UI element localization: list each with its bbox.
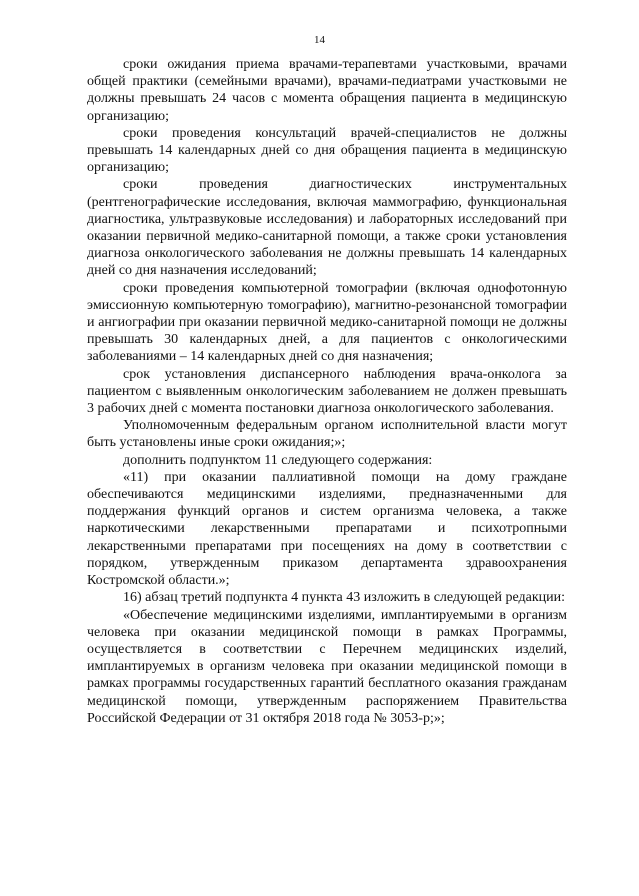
paragraph-amendment-16: 16) абзац третий подпункта 4 пункта 43 изложить в следующей редакции: (123, 590, 566, 606)
paragraph-add-subitem-11: дополнить подпунктом 11 следующего содержания: (123, 452, 433, 468)
paragraph-specialist-consultations: сроки проведения консультаций врачей-специалистов не должны превышать 14 календарных дней со дня обращения пациента в медицинскую организацию; (87, 125, 567, 176)
paragraph-oncologist-observation: срок установления диспансерного наблюдения врача-онколога за пациентом с выявленным онкологическим заболеванием не должен превышать 3 рабочих дней с момента постановки диагноза онкологического заболевания. (87, 366, 567, 417)
paragraph-tomography-terms: сроки проведения компьютерной томографии (включая однофотонную эмиссионную компьютерную томографию), магнитно-резонансной томографии и ангиографии при оказании первичной медико-санитарной помощи не должны превышать 30 календарных дней, а для пациентов с онкологическими заболеваниями – 14 календарных дней со дня назначения; (87, 280, 567, 365)
paragraph-diagnostic-studies: сроки проведения диагностических инструментальных (рентгенографические исследования, включая маммографию, функциональная диагностика, ультразвуковые исследования) и лабораторных исследований при оказании первичной медико-санитарной помощи, а также сроки установления диагноза онкологического заболевания не должны превышать 14 календарных дней со дня назначения исследований; (87, 177, 567, 279)
paragraph-waiting-terms-therapists: сроки ожидания приема врачами-терапевтами участковыми, врачами общей практики (семейными врачами), врачами-педиатрами участковыми не должны превышать 24 часов с момента обращения пациента в медицинскую организацию; (87, 57, 567, 124)
body-text (87, 56, 567, 727)
paragraph-federal-authority: Уполномоченным федеральным органом исполнительной власти могут быть установлены иные сроки ожидания;»; (87, 418, 567, 451)
paragraph-palliative-care: «11) при оказании паллиативной помощи на дому граждане обеспечиваются медицинскими изделиями, предназначенными для поддержания функций органов и систем организма человека, а также наркотическими лекарственными препаратами и психотропными лекарственными препаратами при посещениях на дому в соответствии с порядком, утвержденным приказом департамента здравоохранения Костромской области.»; (87, 469, 567, 589)
page-number: 14 (314, 34, 325, 46)
paragraph-implantable-devices: «Обеспечение медицинскими изделиями, имплантируемыми в организм человека при оказании медицинской помощи в рамках Программы, осуществляется в соответствии с Перечнем медицинских изделий, имплантируемых в организм человека при оказании медицинской помощи в рамках программы государственных гарантий бесплатного оказания гражданам медицинской помощи, утвержденным распоряжением Правительства Российской Федерации от 31 октября 2018 года № 3053-р;»; (87, 607, 567, 726)
